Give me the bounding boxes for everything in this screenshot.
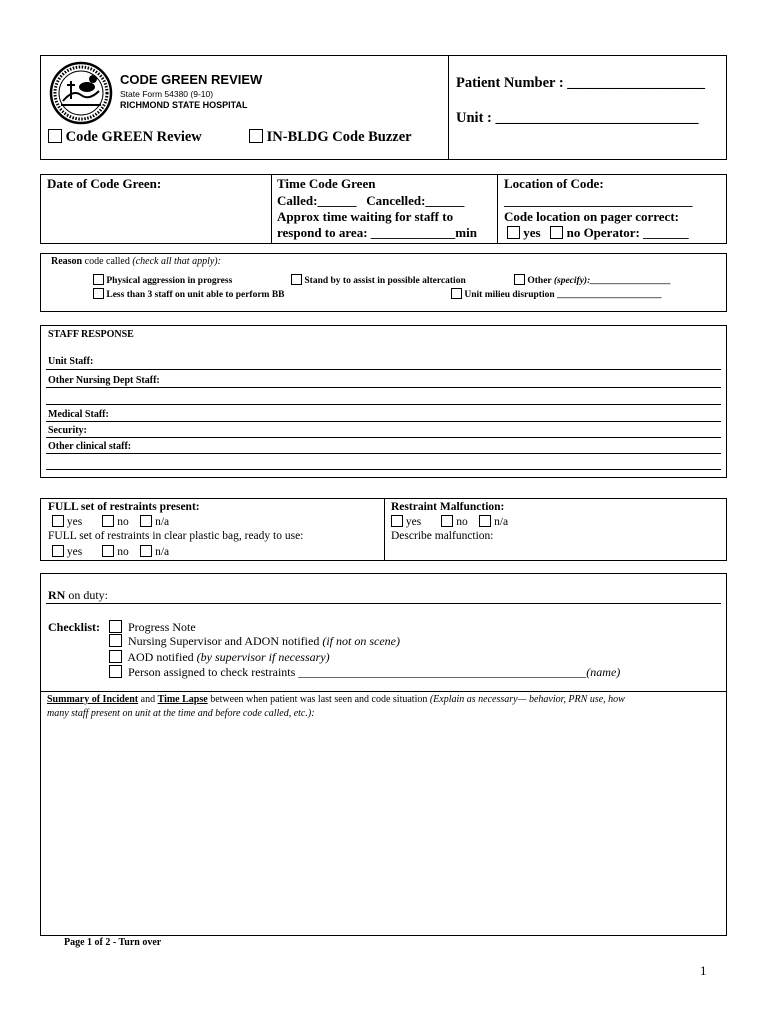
summary-divider: [40, 691, 727, 692]
called-field[interactable]: Called:______: [277, 193, 357, 208]
clear-bag-na-checkbox[interactable]: [140, 545, 152, 557]
form-title: CODE GREEN REVIEW: [120, 72, 263, 87]
code-info-divider-2: [497, 174, 498, 244]
code-green-review-option[interactable]: Code GREEN Review: [48, 129, 202, 146]
reason-other[interactable]: Other (specify):_________________: [514, 274, 671, 286]
location-field[interactable]: _____________________________: [504, 193, 693, 208]
page-number: 1: [700, 963, 707, 978]
security-label: Security:: [48, 425, 87, 436]
reason-label: Reason code called (check all that apply):: [51, 256, 221, 267]
physical-aggression-checkbox[interactable]: [93, 274, 104, 285]
less-staff-checkbox[interactable]: [93, 288, 104, 299]
full-set-no-checkbox[interactable]: [102, 515, 114, 527]
summary-text-area[interactable]: [44, 724, 722, 932]
patient-number-field[interactable]: Patient Number : ___________________: [456, 75, 706, 91]
time-code-green-label: Time Code Green: [277, 176, 376, 191]
other-nursing-label: Other Nursing Dept Staff:: [48, 375, 160, 386]
page-footer: Page 1 of 2 - Turn over: [64, 937, 162, 948]
rn-on-duty-line[interactable]: [46, 603, 721, 604]
reason-stand-by[interactable]: Stand by to assist in possible altercation: [291, 274, 466, 286]
state-form-number: State Form 54380 (9-10): [120, 89, 214, 99]
checklist-label: Checklist:: [48, 620, 100, 634]
in-bldg-buzzer-checkbox[interactable]: [249, 129, 263, 143]
pager-no-checkbox[interactable]: [550, 226, 563, 239]
rn-on-duty-label: RN on duty:: [48, 588, 109, 602]
checklist-person-check-restraints[interactable]: Person assigned to check restraints ________________________________________________(name): [109, 665, 620, 680]
location-of-code-label: Location of Code:: [504, 176, 604, 191]
reason-milieu[interactable]: Unit milieu disruption ______________________: [451, 288, 662, 300]
progress-note-checkbox[interactable]: [109, 620, 122, 633]
other-clinical-line-2[interactable]: [46, 469, 721, 470]
reason-less-staff[interactable]: Less than 3 staff on unit able to perform BB: [93, 288, 285, 300]
full-set-yes-checkbox[interactable]: [52, 515, 64, 527]
clear-bag-no-checkbox[interactable]: [102, 545, 114, 557]
respond-time-field[interactable]: respond to area: _____________min: [277, 225, 477, 240]
staff-response-box: [40, 325, 727, 478]
other-reason-checkbox[interactable]: [514, 274, 525, 285]
malfunction-label: Restraint Malfunction:: [391, 501, 505, 513]
medical-staff-label: Medical Staff:: [48, 409, 109, 420]
security-line[interactable]: [46, 437, 721, 438]
cancelled-field[interactable]: Cancelled:______: [366, 193, 465, 208]
pager-correct-label: Code location on pager correct:: [504, 209, 679, 224]
milieu-checkbox[interactable]: [451, 288, 462, 299]
unit-field[interactable]: Unit : ____________________________: [456, 110, 699, 126]
checklist-nursing-supervisor[interactable]: Nursing Supervisor and ADON notified (if not on scene): [109, 634, 400, 649]
pager-yes-checkbox[interactable]: [507, 226, 520, 239]
malfunction-yes-checkbox[interactable]: [391, 515, 403, 527]
malfunction-no-checkbox[interactable]: [441, 515, 453, 527]
describe-malfunction-label: Describe malfunction:: [391, 530, 494, 542]
malfunction-options: yes no n/a: [391, 515, 508, 528]
other-clinical-line-1[interactable]: [46, 453, 721, 454]
other-nursing-line-2[interactable]: [46, 404, 721, 405]
reason-physical-aggression[interactable]: Physical aggression in progress: [93, 274, 232, 286]
full-set-na-checkbox[interactable]: [140, 515, 152, 527]
restraints-divider: [384, 498, 385, 561]
unit-staff-label: Unit Staff:: [48, 356, 94, 367]
date-of-code-label: Date of Code Green:: [47, 176, 162, 191]
summary-label-line2: many staff present on unit at the time and before code called, etc.):: [47, 708, 315, 719]
code-info-divider-1: [271, 174, 272, 244]
unit-staff-line[interactable]: [46, 369, 721, 370]
hospital-name: RICHMOND STATE HOSPITAL: [120, 100, 248, 110]
full-set-label: FULL set of restraints present:: [48, 501, 200, 513]
pager-correct-options: yes no Operator: _______: [507, 225, 689, 241]
called-cancelled-fields[interactable]: [277, 193, 464, 209]
other-nursing-line-1[interactable]: [46, 387, 721, 388]
checklist-progress-note[interactable]: Progress Note: [109, 620, 196, 635]
nursing-supervisor-checkbox[interactable]: [109, 634, 122, 647]
malfunction-na-checkbox[interactable]: [479, 515, 491, 527]
staff-response-title: STAFF RESPONSE: [48, 329, 134, 340]
code-green-review-checkbox[interactable]: [48, 129, 62, 143]
approx-wait-label: Approx time waiting for staff to: [277, 209, 454, 224]
in-bldg-buzzer-option[interactable]: IN-BLDG Code Buzzer: [249, 129, 412, 146]
summary-label-line1: Summary of Incident and Time Lapse between when patient was last seen and code situation (Explain as necessary— behavior, PRN use, how: [47, 694, 625, 705]
clear-bag-label: FULL set of restraints in clear plastic bag, ready to use:: [48, 530, 304, 542]
stand-by-checkbox[interactable]: [291, 274, 302, 285]
clear-bag-yes-checkbox[interactable]: [52, 545, 64, 557]
person-check-checkbox[interactable]: [109, 665, 122, 678]
medical-staff-line[interactable]: [46, 421, 721, 422]
other-clinical-label: Other clinical staff:: [48, 441, 132, 452]
clear-bag-options: yes no n/a: [52, 545, 169, 558]
full-set-options: yes no n/a: [52, 515, 169, 528]
checklist-aod[interactable]: AOD notified (by supervisor if necessary): [109, 650, 330, 665]
state-seal-icon: [49, 61, 113, 125]
header-divider: [448, 55, 449, 160]
aod-checkbox[interactable]: [109, 650, 122, 663]
